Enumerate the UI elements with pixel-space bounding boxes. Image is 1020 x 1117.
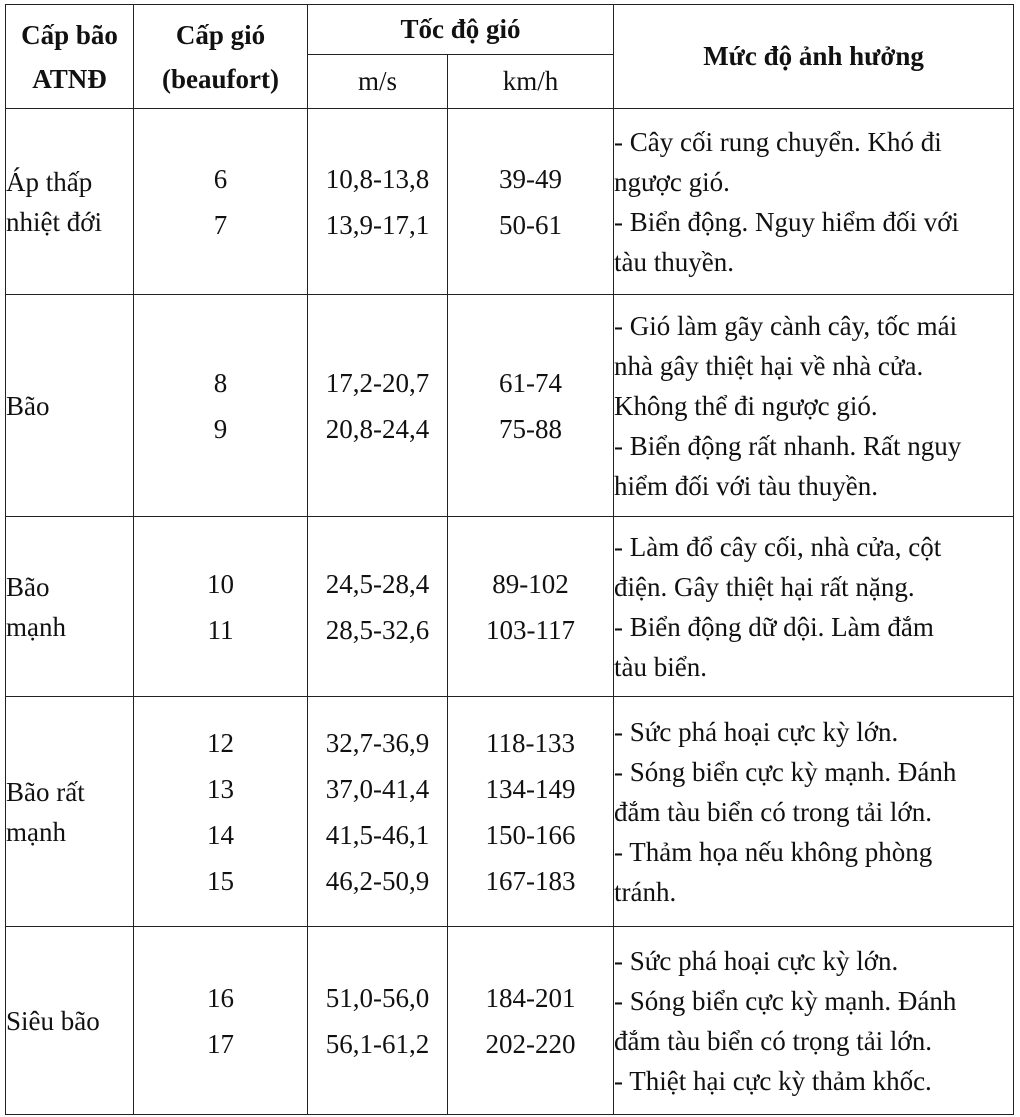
header-effect: Mức độ ảnh hưởng [614, 5, 1014, 109]
table-row [6, 927, 1014, 1115]
effect-cell-line: - Cây cối rung chuyển. Khó đi [614, 126, 942, 157]
speed-ms-cell-line: 56,1-61,2 [325, 1028, 430, 1059]
storm-level-cell [6, 295, 134, 517]
wind-level-cell [134, 517, 308, 697]
speed-ms-cell-line: 13,9-17,1 [325, 209, 430, 240]
effect-cell-line: - Biển động. Nguy hiểm đối với [614, 206, 960, 237]
effect-cell-line: - Thảm họa nếu không phòng [614, 836, 933, 867]
speed-ms-cell-line: 10,8-13,8 [325, 163, 430, 194]
speed-ms-cell [308, 697, 448, 927]
wind-level-cell-line: 12 [207, 727, 234, 758]
storm-level-cell-line: Bão rất [6, 776, 85, 807]
effect-cell-line: - Biển động rất nhanh. Rất nguy [614, 430, 962, 461]
speed-ms-cell [308, 295, 448, 517]
speed-ms-cell-line: 24,5-28,4 [325, 568, 430, 599]
effect-cell-line: - Sóng biển cực kỳ mạnh. Đánh [614, 985, 957, 1016]
effect-cell [614, 927, 1014, 1115]
effect-cell [614, 109, 1014, 295]
storm-scale-table [5, 4, 1014, 1115]
speed-kmh-cell-line: 50-61 [499, 209, 562, 240]
speed-kmh-cell-line: 184-201 [485, 982, 576, 1013]
speed-kmh-cell-line: 150-166 [485, 819, 576, 850]
speed-ms-cell-line: 37,0-41,4 [325, 773, 430, 804]
effect-cell-line: tàu thuyền. [614, 246, 734, 277]
wind-level-cell-line: 16 [207, 982, 234, 1013]
storm-level-cell-line: Bão [6, 390, 50, 421]
effect-cell-line: đắm tàu biển có trong tải lớn. [614, 796, 932, 827]
speed-kmh-cell [448, 927, 614, 1115]
table-body [6, 109, 1014, 1115]
speed-kmh-cell-line: 61-74 [499, 367, 562, 398]
storm-level-cell-line: mạnh [6, 816, 66, 847]
effect-cell-line: - Gió làm gãy cành cây, tốc mái [614, 310, 958, 341]
wind-level-cell-line: 11 [207, 614, 234, 645]
speed-ms-cell-line: 20,8-24,4 [325, 413, 430, 444]
header-wind-speed: Tốc độ gió [308, 5, 614, 55]
effect-cell-line: - Sức phá hoại cực kỳ lớn. [614, 945, 899, 976]
effect-cell-line: hiểm đối với tàu thuyền. [614, 470, 879, 501]
wind-level-cell [134, 927, 308, 1115]
effect-cell-line: tránh. [614, 876, 677, 907]
table-row [6, 109, 1014, 295]
speed-kmh-cell-line: 118-133 [486, 727, 575, 758]
speed-ms-cell-line: 28,5-32,6 [325, 614, 430, 645]
effect-cell-line: - Làm đổ cây cối, nhà cửa, cột [614, 531, 942, 562]
effect-cell-line: đắm tàu biển có trọng tải lớn. [614, 1025, 932, 1056]
speed-kmh-cell-line: 134-149 [485, 773, 576, 804]
effect-cell-line: tàu biển. [614, 651, 707, 682]
table-row [6, 517, 1014, 697]
header-unit-kmh: km/h [448, 55, 614, 109]
speed-ms-cell-line: 51,0-56,0 [325, 982, 430, 1013]
wind-level-cell-line: 9 [213, 413, 228, 444]
speed-kmh-cell-line: 167-183 [485, 865, 576, 896]
effect-cell-line: - Biển động dữ dội. Làm đắm [614, 611, 934, 642]
wind-level-cell-line: 7 [213, 209, 228, 240]
speed-ms-cell [308, 517, 448, 697]
wind-level-cell-line: 14 [207, 819, 234, 850]
effect-cell [614, 697, 1014, 927]
effect-cell-line: - Sức phá hoại cực kỳ lớn. [614, 716, 899, 747]
speed-kmh-cell [448, 517, 614, 697]
effect-cell [614, 517, 1014, 697]
storm-level-cell [6, 517, 134, 697]
storm-level-cell-line: mạnh [6, 611, 66, 642]
wind-level-cell-line: 10 [207, 568, 234, 599]
wind-level-cell-line: 17 [207, 1028, 234, 1059]
speed-ms-cell-line: 41,5-46,1 [325, 819, 430, 850]
speed-ms-cell [308, 109, 448, 295]
effect-cell-line: ngược gió. [614, 166, 730, 197]
storm-level-cell [6, 697, 134, 927]
speed-kmh-cell [448, 697, 614, 927]
storm-level-cell-line: nhiệt đới [6, 206, 103, 237]
storm-level-cell-line: Bão [6, 571, 50, 602]
effect-cell-line: - Thiệt hại cực kỳ thảm khốc. [614, 1065, 932, 1096]
effect-cell-line: - Sóng biển cực kỳ mạnh. Đánh [614, 756, 957, 787]
speed-kmh-cell-line: 103-117 [486, 614, 575, 645]
effect-cell-line: nhà gây thiệt hại về nhà cửa. [614, 350, 924, 381]
speed-kmh-cell [448, 295, 614, 517]
wind-level-cell [134, 697, 308, 927]
wind-level-cell [134, 295, 308, 517]
wind-level-cell-line: 15 [207, 865, 234, 896]
speed-kmh-cell-line: 75-88 [499, 413, 562, 444]
wind-level-cell [134, 109, 308, 295]
speed-kmh-cell-line: 202-220 [485, 1028, 576, 1059]
storm-level-cell [6, 109, 134, 295]
speed-kmh-cell-line: 39-49 [499, 163, 562, 194]
speed-kmh-cell [448, 109, 614, 295]
speed-ms-cell-line: 17,2-20,7 [325, 367, 430, 398]
header-storm-level: Cấp bão ATNĐ [6, 5, 134, 109]
effect-cell [614, 295, 1014, 517]
header-unit-ms: m/s [308, 55, 448, 109]
speed-ms-cell-line: 46,2-50,9 [325, 865, 430, 896]
storm-level-cell [6, 927, 134, 1115]
speed-kmh-cell-line: 89-102 [492, 568, 569, 599]
effect-cell-line: Không thể đi ngược gió. [614, 390, 878, 421]
speed-ms-cell [308, 927, 448, 1115]
wind-level-cell-line: 6 [213, 163, 228, 194]
wind-level-cell-line: 8 [213, 367, 228, 398]
header-row [6, 5, 1014, 55]
storm-level-cell-line: Siêu bão [6, 1005, 100, 1036]
wind-level-cell-line: 13 [207, 773, 234, 804]
table-row [6, 697, 1014, 927]
storm-level-cell-line: Áp thấp [6, 166, 93, 197]
header-wind-level: Cấp gió (beaufort) [134, 5, 308, 109]
effect-cell-line: điện. Gây thiệt hại rất nặng. [614, 571, 915, 602]
table-row [6, 295, 1014, 517]
speed-ms-cell-line: 32,7-36,9 [325, 727, 430, 758]
